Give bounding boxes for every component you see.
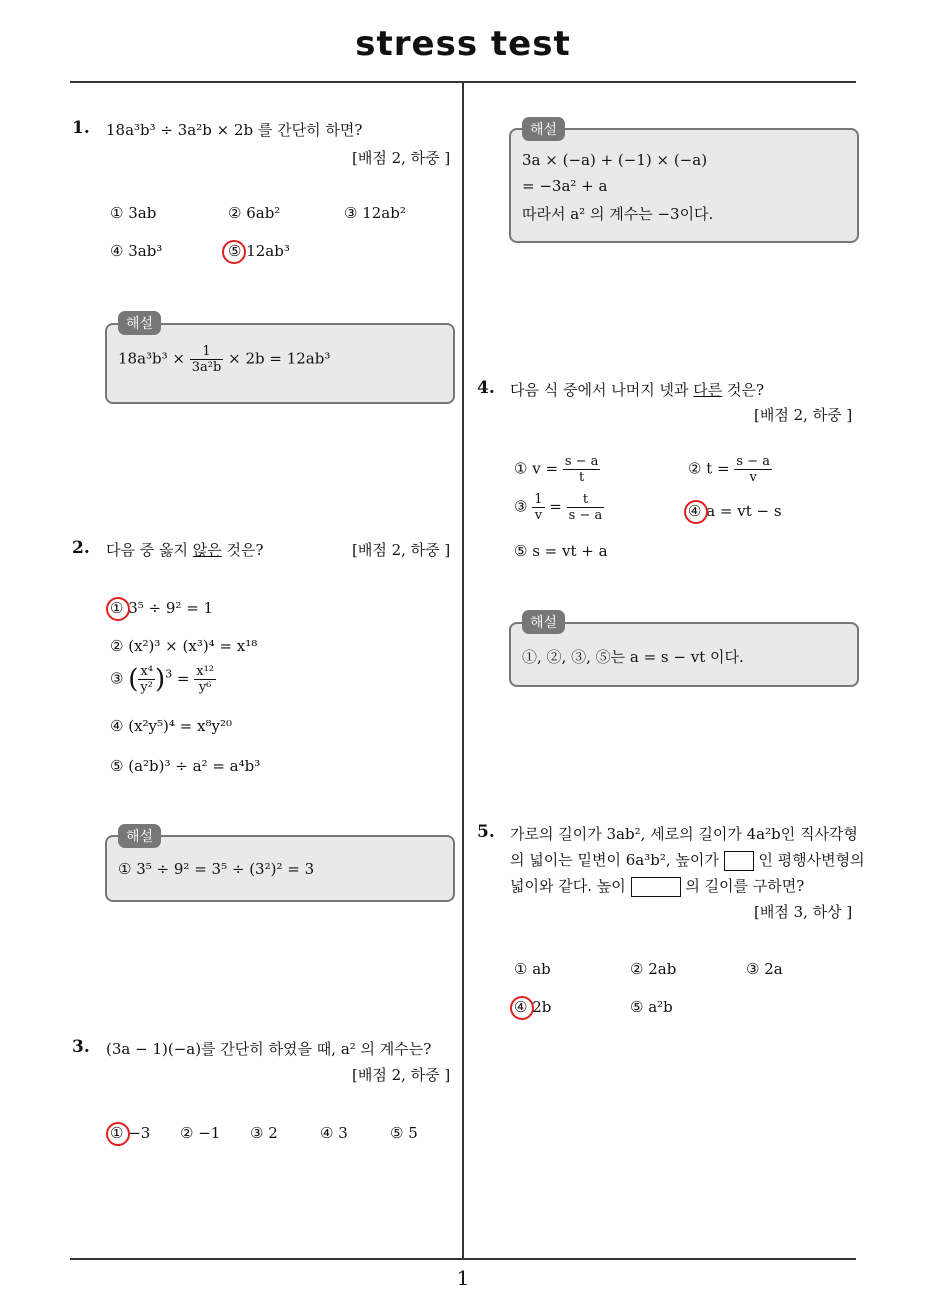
- q3-option-3[interactable]: ③ 2: [250, 1124, 278, 1142]
- q1-option-4[interactable]: ④ 3ab³: [110, 242, 163, 260]
- q1-solution-suffix: × 2b = 12ab³: [228, 349, 331, 368]
- q2-text-underlined: 않은: [192, 541, 222, 559]
- q3-option-1[interactable]: ① −3: [110, 1124, 151, 1142]
- q2-option-1[interactable]: ① 3⁵ ÷ 9² = 1: [110, 599, 214, 617]
- q4-option-2-den: v: [749, 470, 757, 485]
- q4-option-3-lden: v: [534, 508, 543, 523]
- q4-solution-tag: 해설: [522, 610, 565, 634]
- q2-text-a: 다음 중 옳지: [106, 541, 188, 559]
- q4-text-b: 것은?: [727, 381, 765, 399]
- q5-line-3-a: 넓이와 같다. 높이: [510, 877, 626, 895]
- q2-solution: ① 3⁵ ÷ 9² = 3⁵ ÷ (3²)² = 3: [118, 860, 315, 878]
- q2-text: [106, 539, 264, 560]
- q5-option-5[interactable]: ⑤ a²b: [630, 998, 673, 1016]
- q4-meta: [배점 2, 하중 ]: [754, 406, 853, 424]
- q4-option-3[interactable]: ③ $\frac{1}{v}$ = $\frac{t}{s - a}$: [514, 492, 603, 523]
- answer-mark-icon: [106, 1122, 130, 1146]
- q2-option-3-rnum: x¹²: [196, 664, 214, 679]
- q4-option-3-rden: s − a: [568, 508, 603, 523]
- q3-number: 3.: [72, 1037, 90, 1057]
- q4-option-4[interactable]: ④ a = vt − s: [688, 502, 782, 520]
- q4-option-3-lfrac: [532, 492, 544, 523]
- answer-mark-icon: [222, 240, 246, 264]
- q5-line-3-b: 의 길이를 구하면?: [685, 877, 805, 895]
- q1-number: 1.: [72, 118, 90, 138]
- footer-rule: [70, 1258, 856, 1260]
- q5-option-2[interactable]: ② 2ab: [630, 960, 677, 978]
- q1-solution: [118, 344, 330, 375]
- answer-blank-box: [724, 851, 754, 871]
- q3-solution-line-2: = −3a² + a: [522, 177, 608, 195]
- q5-number: 5.: [477, 822, 495, 842]
- q2-option-4[interactable]: ④ (x²y⁵)⁴ = x⁸y²⁰: [110, 717, 232, 735]
- q4-option-2-frac: [734, 454, 772, 485]
- q4-option-2[interactable]: [688, 454, 772, 485]
- q2-option-3-den: y²: [140, 680, 153, 695]
- q4-option-1-den: t: [578, 470, 585, 485]
- q4-option-1-lhs: ① v =: [514, 459, 559, 478]
- q1-solution-den: 3a²b: [191, 360, 222, 375]
- q2-option-3[interactable]: ③ ( $\frac{\text{x⁴}}{\text{y²}}$ )$^3$ = $\frac{\text{x¹²}}{\text{y⁶}}$: [110, 664, 214, 695]
- q1-solution-num: 1: [190, 344, 224, 360]
- q2-option-2[interactable]: ② (x²)³ × (x³)⁴ = x¹⁸: [110, 637, 258, 655]
- q4-number: 4.: [477, 378, 495, 398]
- q5-line-1: 가로의 길이가 3ab², 세로의 길이가 4a²b인 직사각형: [510, 825, 858, 843]
- q5-line-3: [510, 875, 804, 897]
- q4-option-1-frac: [563, 454, 601, 485]
- q1-option-2[interactable]: ② 6ab²: [228, 204, 281, 222]
- q5-line-2: [510, 849, 865, 871]
- q3-solution-tag: 해설: [522, 117, 565, 141]
- q2-option-3-rden: y⁶: [198, 680, 212, 695]
- q1-option-3[interactable]: ③ 12ab²: [344, 204, 406, 222]
- q5-meta: [배점 3, 하상 ]: [754, 903, 853, 921]
- q4-option-1-num: s − a: [564, 454, 599, 469]
- q2-option-3-frac: [138, 664, 155, 695]
- q4-solution: ①, ②, ③, ⑤는 a = s − vt 이다.: [522, 648, 744, 666]
- q1-solution-prefix: 18a³b³ ×: [118, 349, 185, 368]
- q5-option-1[interactable]: ① ab: [514, 960, 551, 978]
- q4-option-2-num: s − a: [736, 454, 770, 469]
- q4-option-1[interactable]: [514, 454, 600, 485]
- q4-option-5[interactable]: ⑤ s = vt + a: [514, 542, 608, 560]
- q1-solution-tag: 해설: [118, 311, 161, 335]
- q1-option-1[interactable]: ① 3ab: [110, 204, 157, 222]
- q3-option-2[interactable]: ② −1: [180, 1124, 221, 1142]
- q1-meta: [배점 2, 하중 ]: [352, 149, 451, 167]
- q1-solution-fraction: [190, 344, 224, 375]
- q3-option-4[interactable]: ④ 3: [320, 1124, 348, 1142]
- answer-mark-icon: [106, 597, 130, 621]
- q3-meta: [배점 2, 하중 ]: [352, 1066, 451, 1084]
- q2-option-3-num: x⁴: [138, 664, 155, 680]
- answer-mark-icon: [510, 996, 534, 1020]
- q2-text-b: 것은?: [226, 541, 264, 559]
- q4-text: [510, 379, 764, 400]
- q4-text-a: 다음 식 중에서 나머지 넷과: [510, 381, 689, 399]
- q4-option-3-rnum: t: [567, 492, 605, 508]
- q2-meta: [배점 2, 하중 ]: [352, 541, 451, 559]
- q2-option-3-label: ③: [110, 669, 124, 688]
- q1-option-5[interactable]: ⑤ 12ab³: [228, 242, 290, 260]
- q2-option-3-rhs: [194, 664, 216, 695]
- q3-solution-line-3: 따라서 a² 의 계수는 −3이다.: [522, 205, 714, 223]
- right-paren-icon: ): [154, 664, 166, 695]
- column-divider: [462, 83, 464, 1259]
- q4-text-underlined: 다른: [693, 381, 723, 399]
- q4-option-3-rfrac: [567, 492, 605, 523]
- q3-text: (3a − 1)(−a)를 간단히 하였을 때, a² 의 계수는?: [106, 1040, 432, 1058]
- answer-blank-box: [631, 877, 681, 897]
- q2-number: 2.: [72, 538, 90, 558]
- q3-option-5[interactable]: ⑤ 5: [390, 1124, 418, 1142]
- q5-option-3[interactable]: ③ 2a: [746, 960, 783, 978]
- q3-solution-line-1: 3a × (−a) + (−1) × (−a): [522, 151, 708, 169]
- q4-option-2-lhs: ② t =: [688, 459, 730, 478]
- q4-option-3-lnum: 1: [534, 492, 543, 507]
- q2-solution-tag: 해설: [118, 824, 161, 848]
- left-paren-icon: (: [128, 664, 139, 695]
- page-number: 1: [456, 1266, 470, 1290]
- q5-option-4[interactable]: ④ 2b: [514, 998, 552, 1016]
- q1-text: 18a³b³ ÷ 3a²b × 2b 를 간단히 하면?: [106, 121, 363, 139]
- q5-line-2-b: 인 평행사변형의: [758, 851, 865, 869]
- answer-mark-icon: [684, 500, 708, 524]
- page-title: stress test: [355, 24, 571, 64]
- q2-option-5[interactable]: ⑤ (a²b)³ ÷ a² = a⁴b³: [110, 757, 261, 775]
- q5-line-2-a: 의 넓이는 밑변이 6a³b², 높이가: [510, 851, 719, 869]
- q4-option-3-label: ③: [514, 497, 528, 516]
